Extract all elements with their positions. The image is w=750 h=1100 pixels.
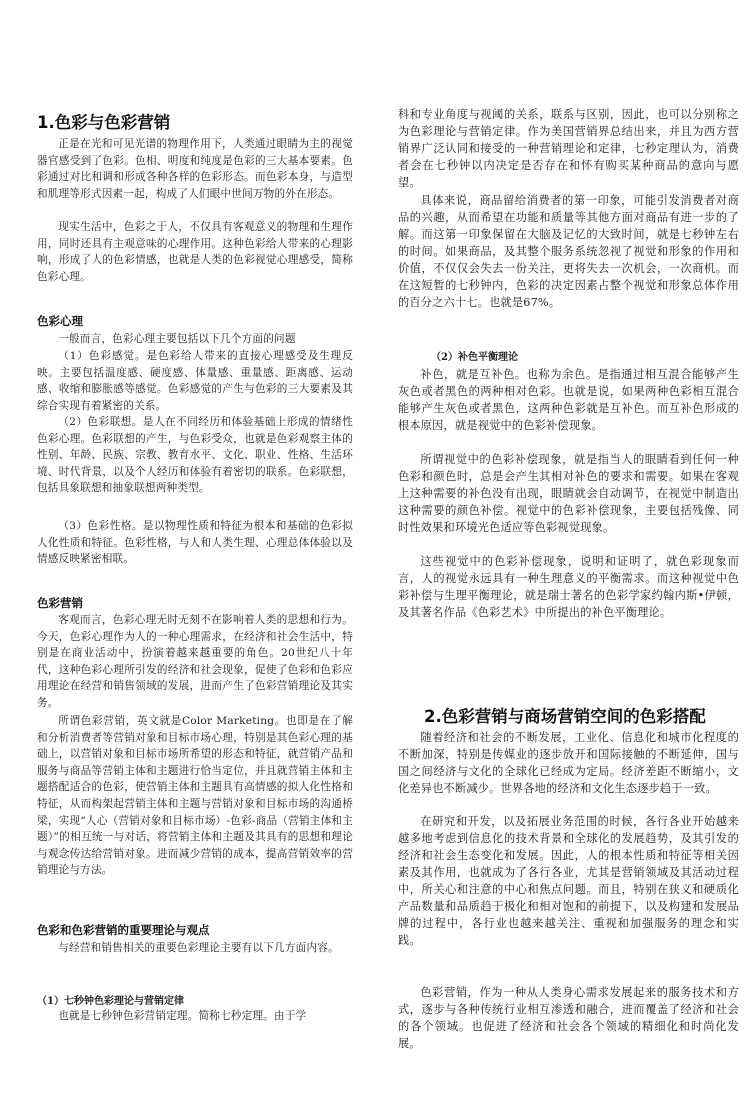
subheading-color-marketing: 色彩营销 xyxy=(37,596,83,610)
paragraph: 所谓视觉中的色彩补偿现象，就是指当人的眼睛看到任何一种色彩和颜色时，总是会产生其相对补色的要求和需要。如果在客观上这种需要的补色没有出现，眼睛就会自动调节，在视觉中制造出这种需要的颜色补偿。视觉中的色彩补偿现象，主要包括残像、同时性效果和环境光色适应等色彩视觉现象。 xyxy=(398,453,739,534)
paragraph: 正是在光和可见光谱的物理作用下，人类通过眼睛为主的视觉器官感受到了色彩。色相、明度和纯度是色彩的三大基本要素。色彩通过对比和调和形成各种各样的色彩形态。而色彩本身，与造型和肌理等形式因素一起，构成了人们眼中世间万物的外在形态。 xyxy=(37,138,353,200)
paragraph: 客观而言，色彩心理无时无刻不在影响着人类的思想和行为。今天，色彩心理作为人的一种心理需求，在经济和社会生活中，特别是在商业活动中，扮演着越来越重要的角色。20世纪八十年代，这种色彩心理所引发的经济和社会现象，促使了色彩和色彩应用理论在经营和销售领域的发展，进而产生了色彩营销理论及其实务。 xyxy=(37,614,353,709)
paragraph: 色彩营销，作为一种从人类身心需求发展起来的服务技术和方式，逐步与各种传统行业相互渗透和融合，进而覆盖了经济和社会的各个领域。也促进了经济和社会各个领域的精细化和时尚化发展。 xyxy=(398,986,739,1050)
paragraph: 补色，就是互补色。也称为余色。是指通过相互混合能够产生灰色或者黑色的两种相对色彩。也就是说，如果两种色彩相互混合能够产生灰色或者黑色，这两种色彩就是互补色。而互补色形成的根本原因，就是视觉中的色彩补偿现象。 xyxy=(398,368,739,432)
paragraph: 所谓色彩营销，英文就是Color Marketing。也即是在了解和分析消费者等营销对象和目标市场心理，特别是其色彩心理的基础上，以营销对象和目标市场所希望的形态和特征，就营销产品和服务与商品等营销主体和主题进行恰当定位，并且就营销主体和主题搭配适合的色彩，使营销主体和主题具有高情感的拟人化性格和特征，从而构架起营销主体和主题与营销对象和目标市场的沟通桥梁，实现“人心（营销对象和目标市场）-色彩-商品（营销主体和主题）”的相互统一与对话，将营销主体和主题及其具有的思想和理论与观念传达给营销对象。进而减少营销的成本，提高营销效率的营销理论与方法。 xyxy=(37,715,353,877)
paragraph: 也就是七秒钟色彩营销定理。简称七秒定理。由于学 xyxy=(58,1010,307,1022)
paragraph: 具体来说，商品留给消费者的第一印象，可能引发消费者对商品的兴趣，从而希望在功能和质量等其他方面对商品有进一步的了解。而这第一印象保留在大脑及记忆的大致时间，就是七秒钟左右的时间。如果商品，及其整个服务系统忽视了视觉和形象的作用和价值，不仅仅会失去一份关注，更将失去一次机会，一次商机。而在这短暂的七秒钟内，色彩的决定因素占整个视觉和形象总体作用的百分之六十七。也就是67%。 xyxy=(398,194,739,309)
section-2-title: 2.色彩营销与商场营销空间的色彩搭配 xyxy=(424,707,706,726)
paragraph: 科和专业角度与视阈的关系，联系与区别，因此，也可以分别称之为色彩理论与营销定律。作为美国营销界总结出来，并且为西方营销界广泛认同和接受的一种营销理论和定律，七秒定理认为，消费者会在七秒钟以内决定是否存在和怀有购买某种商品的意向与愿望。 xyxy=(398,108,739,189)
subheading-color-psychology: 色彩心理 xyxy=(37,314,83,328)
paragraph: 与经营和销售相关的重要色彩理论主要有以下几方面内容。 xyxy=(58,942,339,954)
paragraph: （3）色彩性格。是以物理性质和特征为根本和基础的色彩拟人化性质和特征。色彩性格，与人和人类生理、心理总体体验以及情感反映紧密相联。 xyxy=(37,520,353,566)
paragraph: 在研究和开发，以及拓展业务范围的时候，各行各业开始越来越多地考虑到信息化的技术背景和全球化的发展趋势，及其引发的经济和社会生态变化和发展。因此，人的根本性质和特征等相关因素及其作用，也就成为了各行各业，尤其是营销领域及其活动过程中，所关心和注意的中心和焦点问题。而且，特别在狭义和硬质化产品数量和品质趋于极化和相对饱和的前提下，以及构建和发展品牌的过程中，各行业也越来越关注、重视和加强服务的理念和实践。 xyxy=(398,815,739,947)
subheading-complementary: （2）补色平衡理论 xyxy=(431,352,518,363)
section-1-title: 1.色彩与色彩营销 xyxy=(37,113,171,132)
paragraph: 现实生活中，色彩之于人，不仅具有客观意义的物理和生理作用，同时还具有主观意味的心理作用。这种色彩给人带来的心理影响，形成了人的色彩情感，也就是人类的色彩视觉心理感受，简称色彩心理。 xyxy=(37,221,353,283)
paragraph: （2）色彩联想。是人在不同经历和体验基础上形成的情绪性色彩心理。色彩联想的产生，与色彩受众，也就是色彩观察主体的性别、年龄、民族、宗教、教育水平、文化、职业、性格、生活环境、时代背景，以及个人经历和体验有着密切的联系。色彩联想，包括具象联想和抽象联想两种类型。 xyxy=(37,416,353,495)
paragraph: 随着经济和社会的不断发展，工业化、信息化和城市化程度的不断加深，特别是传媒业的逐步放开和国际接触的不断延伸，国与国之间经济与文化的全球化已经成为定局。经济差距不断缩小，文化差异也不断减少。世界各地的经济和文化生态逐步趋于一致。 xyxy=(398,731,739,795)
subheading-seven-seconds: （1）七秒钟色彩理论与营销定律 xyxy=(37,996,184,1007)
paragraph: 这些视觉中的色彩补偿现象，说明和证明了，就色彩现象而言，人的视觉永远具有一种生理意义的平衡需求。而这种视觉中色彩补偿与生理平衡理论，就是瑞士著名的色彩学家约翰内斯•伊顿，及其著名作品《色彩艺术》中所提出的补色平衡理论。 xyxy=(398,555,739,619)
paragraph: 一般而言，色彩心理主要包括以下几个方面的问题 xyxy=(58,333,296,345)
paragraph: （1）色彩感觉。是色彩给人带来的直接心理感受及生理反映。主要包括温度感、硬度感、体量感、重量感、距离感、运动感、收缩和膨胀感等感觉。色彩感觉的产生与色彩的三大要素及其综合实现有着紧密的关系。 xyxy=(37,350,353,412)
subheading-theories: 色彩和色彩营销的重要理论与观点 xyxy=(37,923,210,937)
